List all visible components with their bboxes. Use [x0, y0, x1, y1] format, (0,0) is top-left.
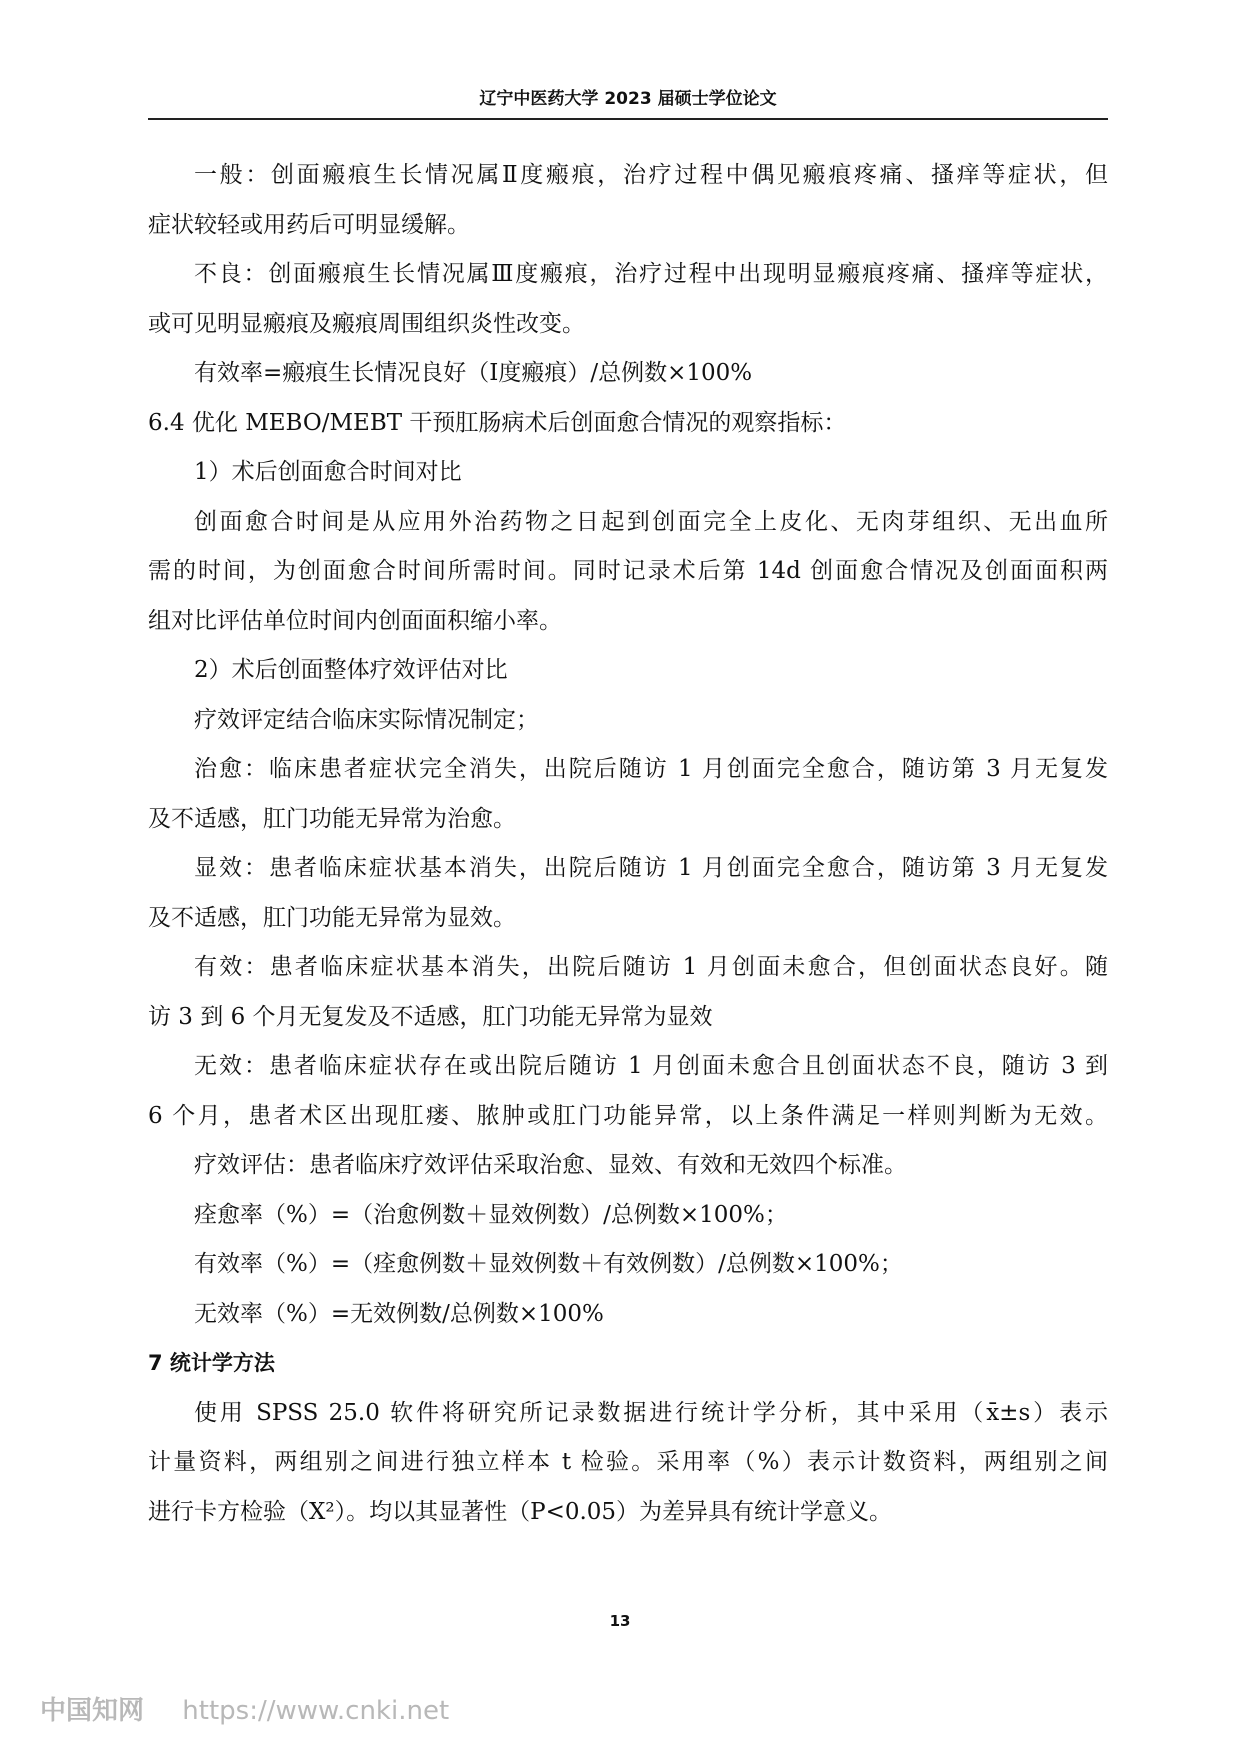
text-line: 一般：创面瘢痕生长情况属Ⅱ度瘢痕，治疗过程中偶见瘢痕疼痛、搔痒等症状，但 — [194, 162, 1108, 188]
paragraph-lines — [148, 151, 1108, 1537]
section-heading: 7 统计学方法 — [148, 1351, 275, 1375]
text-line: 痊愈率（%）=（治愈例数＋显效例数）/总例数×100%； — [194, 1201, 788, 1228]
text-line: 1）术后创面愈合时间对比 — [194, 459, 462, 485]
page-header — [148, 84, 1108, 120]
watermark-logo: 中国知网 — [40, 1696, 145, 1726]
page-number: 13 — [609, 1612, 631, 1630]
text-line: 及不适感，肛门功能无异常为显效。 — [148, 904, 516, 931]
body-text — [148, 151, 1108, 1537]
cnki-watermark — [40, 1690, 449, 1727]
text-line: 需的时间，为创面愈合时间所需时间。同时记录术后第 14d 创面愈合情况及创面面积两 — [148, 558, 1108, 584]
header-title: 辽宁中医药大学 2023 届硕士学位论文 — [479, 89, 777, 109]
text-line: 进行卡方检验（X²）。均以其显著性（P<0.05）为差异具有统计学意义。 — [148, 1498, 893, 1525]
text-line: 有效率=瘢痕生长情况良好（Ⅰ度瘢痕）/总例数×100% — [194, 360, 753, 386]
text-line: 或可见明显瘢痕及瘢痕周围组织炎性改变。 — [148, 310, 585, 337]
text-line: 无效：患者临床症状存在或出院后随访 1 月创面未愈合且创面状态不良，随访 3 到 — [194, 1053, 1108, 1079]
text-line: 计量资料，两组别之间进行独立样本 t 检验。采用率（%）表示计数资料，两组别之间 — [148, 1449, 1108, 1475]
text-line: 有效率（%）=（痊愈例数＋显效例数＋有效例数）/总例数×100%； — [194, 1251, 903, 1277]
watermark-url: https://www.cnki.net — [182, 1696, 450, 1726]
text-line: 组对比评估单位时间内创面面积缩小率。 — [148, 607, 562, 634]
text-line: 治愈：临床患者症状完全消失，出院后随访 1 月创面完全愈合，随访第 3 月无复发 — [194, 756, 1108, 782]
text-line: 疗效评估：患者临床疗效评估采取治愈、显效、有效和无效四个标准。 — [194, 1152, 907, 1178]
text-line: 及不适感，肛门功能无异常为治愈。 — [148, 805, 516, 832]
text-line: 6 个月，患者术区出现肛瘘、脓肿或肛门功能异常，以上条件满足一样则判断为无效。 — [148, 1102, 1108, 1129]
text-line: 使用 SPSS 25.0 软件将研究所记录数据进行统计学分析，其中采用（x̄±s）表示 — [194, 1399, 1108, 1426]
text-line: 访 3 到 6 个月无复发及不适感，肛门功能无异常为显效 — [148, 1003, 713, 1030]
text-line: 6.4 优化 MEBO/MEBT 干预肛肠病术后创面愈合情况的观察指标： — [148, 409, 847, 436]
text-line: 显效：患者临床症状基本消失，出院后随访 1 月创面完全愈合，随访第 3 月无复发 — [194, 855, 1108, 881]
text-line: 疗效评定结合临床实际情况制定； — [194, 706, 539, 733]
text-line: 创面愈合时间是从应用外治药物之日起到创面完全上皮化、无肉芽组织、无出血所 — [194, 508, 1108, 535]
text-line: 症状较轻或用药后可明显缓解。 — [148, 211, 470, 238]
text-line: 有效：患者临床症状基本消失，出院后随访 1 月创面未愈合，但创面状态良好。随 — [194, 954, 1108, 980]
text-line: 2）术后创面整体疗效评估对比 — [194, 657, 508, 683]
text-line: 不良：创面瘢痕生长情况属Ⅲ度瘢痕，治疗过程中出现明显瘢痕疼痛、搔痒等症状， — [194, 261, 1108, 287]
text-line: 无效率（%）=无效例数/总例数×100% — [194, 1300, 604, 1327]
